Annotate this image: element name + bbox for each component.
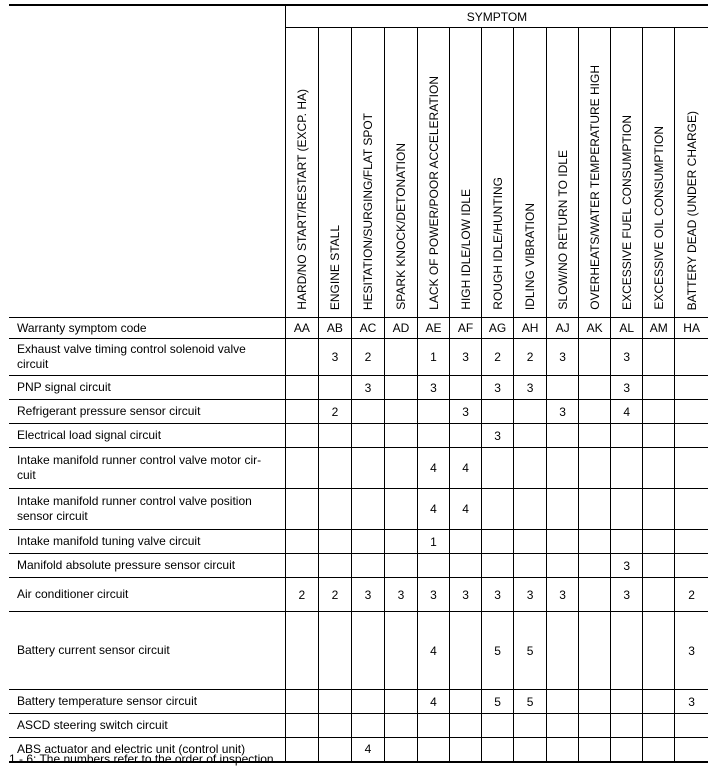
priority-cell <box>384 424 417 448</box>
priority-cell <box>579 489 611 530</box>
row-label: ABS actuator and electric unit (control unit) <box>9 738 285 762</box>
priority-cell <box>643 339 675 376</box>
priority-cell <box>418 714 450 738</box>
symptom-column-label: EXCESSIVE FUEL CONSUMPTION <box>619 115 634 310</box>
priority-cell <box>579 578 611 612</box>
priority-cell <box>675 554 708 578</box>
warranty-code-cell: AK <box>579 318 611 339</box>
priority-cell <box>611 424 643 448</box>
priority-cell <box>579 690 611 714</box>
row-label: Battery current sensor circuit <box>9 612 285 690</box>
priority-cell: 3 <box>611 339 643 376</box>
priority-cell <box>547 738 579 762</box>
symptom-column-header <box>450 28 482 318</box>
symptom-column-header <box>384 28 417 318</box>
symptom-column-label: BATTERY DEAD (UNDER CHARGE) <box>684 110 699 310</box>
priority-cell: 2 <box>514 339 547 376</box>
priority-cell: 3 <box>450 339 482 376</box>
priority-cell: 5 <box>482 690 514 714</box>
table-row <box>9 578 708 612</box>
priority-cell <box>351 554 384 578</box>
priority-cell <box>643 530 675 554</box>
priority-cell <box>384 489 417 530</box>
priority-cell <box>547 448 579 489</box>
symptom-table-container <box>9 4 708 763</box>
priority-cell: 4 <box>450 489 482 530</box>
priority-cell <box>611 530 643 554</box>
priority-cell <box>384 554 417 578</box>
symptom-table-body <box>9 318 708 762</box>
priority-cell <box>547 424 579 448</box>
priority-cell <box>450 612 482 690</box>
priority-cell: 1 <box>418 339 450 376</box>
priority-cell <box>611 612 643 690</box>
priority-cell: 3 <box>611 554 643 578</box>
priority-cell <box>675 424 708 448</box>
warranty-code-cell: AD <box>384 318 417 339</box>
priority-cell: 3 <box>318 339 351 376</box>
priority-cell <box>351 489 384 530</box>
priority-cell: 3 <box>547 578 579 612</box>
priority-cell <box>579 400 611 424</box>
priority-cell <box>418 554 450 578</box>
row-label: Manifold absolute pressure sensor circuit <box>9 554 285 578</box>
table-row <box>9 376 708 400</box>
priority-cell: 2 <box>318 578 351 612</box>
table-row <box>9 530 708 554</box>
row-label: Battery temperature sensor circuit <box>9 690 285 714</box>
warranty-code-cell: AA <box>285 318 318 339</box>
priority-cell <box>318 554 351 578</box>
priority-cell <box>351 714 384 738</box>
priority-cell <box>611 714 643 738</box>
row-label: Air conditioner circuit <box>9 578 285 612</box>
priority-cell: 4 <box>418 690 450 714</box>
priority-cell <box>579 424 611 448</box>
priority-cell <box>675 448 708 489</box>
priority-cell <box>643 554 675 578</box>
priority-cell: 2 <box>482 339 514 376</box>
priority-cell <box>418 738 450 762</box>
symptom-column-header <box>418 28 450 318</box>
priority-cell <box>675 738 708 762</box>
priority-cell <box>643 578 675 612</box>
priority-cell <box>611 489 643 530</box>
priority-cell <box>514 738 547 762</box>
priority-cell <box>514 424 547 448</box>
priority-cell: 3 <box>450 578 482 612</box>
row-label: Exhaust valve timing control solenoid valve circuit <box>9 339 285 376</box>
warranty-label: Warranty symptom code <box>9 318 285 339</box>
priority-cell <box>318 714 351 738</box>
symptom-column-header <box>351 28 384 318</box>
priority-cell <box>384 339 417 376</box>
priority-cell <box>579 376 611 400</box>
priority-cell <box>351 690 384 714</box>
warranty-code-cell: AF <box>450 318 482 339</box>
priority-cell: 4 <box>351 738 384 762</box>
symptom-column-label: OVERHEATS/WATER TEMPERATURE HIGH <box>587 65 602 310</box>
symptom-column-header <box>547 28 579 318</box>
priority-cell <box>384 376 417 400</box>
priority-cell <box>285 376 318 400</box>
priority-cell: 3 <box>482 578 514 612</box>
priority-cell <box>547 554 579 578</box>
priority-cell <box>450 530 482 554</box>
priority-cell <box>418 424 450 448</box>
priority-cell <box>547 376 579 400</box>
priority-cell <box>318 612 351 690</box>
table-row <box>9 714 708 738</box>
row-label: Electrical load signal circuit <box>9 424 285 448</box>
priority-cell <box>318 489 351 530</box>
priority-cell <box>384 738 417 762</box>
priority-cell <box>547 530 579 554</box>
corner-cell <box>9 5 285 318</box>
priority-cell: 5 <box>482 612 514 690</box>
priority-cell <box>318 738 351 762</box>
priority-cell <box>643 738 675 762</box>
priority-cell: 3 <box>675 612 708 690</box>
warranty-code-cell: AM <box>643 318 675 339</box>
warranty-code-cell: AB <box>318 318 351 339</box>
priority-cell <box>285 690 318 714</box>
table-row <box>9 339 708 376</box>
priority-cell <box>547 612 579 690</box>
priority-cell <box>285 424 318 448</box>
priority-cell <box>482 714 514 738</box>
row-label: Refrigerant pressure sensor circuit <box>9 400 285 424</box>
row-label: Intake manifold tuning valve circuit <box>9 530 285 554</box>
symptom-column-label: SPARK KNOCK/DETONATION <box>393 143 408 310</box>
priority-cell <box>514 448 547 489</box>
priority-cell <box>675 530 708 554</box>
symptom-column-label: HIGH IDLE/LOW IDLE <box>458 189 473 310</box>
priority-cell <box>482 554 514 578</box>
priority-cell: 4 <box>418 448 450 489</box>
priority-cell <box>514 400 547 424</box>
symptom-column-label: ROUGH IDLE/HUNTING <box>490 177 505 310</box>
warranty-code-cell: HA <box>675 318 708 339</box>
priority-cell <box>285 448 318 489</box>
priority-cell <box>579 738 611 762</box>
table-row <box>9 612 708 690</box>
priority-cell: 3 <box>611 578 643 612</box>
symptom-column-header <box>285 28 318 318</box>
priority-cell <box>418 400 450 424</box>
priority-cell: 4 <box>418 489 450 530</box>
priority-cell: 3 <box>418 376 450 400</box>
priority-cell <box>611 738 643 762</box>
priority-cell <box>579 714 611 738</box>
priority-cell: 3 <box>351 376 384 400</box>
symptom-column-label: ENGINE STALL <box>327 224 342 310</box>
priority-cell <box>482 400 514 424</box>
priority-cell: 3 <box>384 578 417 612</box>
priority-cell <box>643 400 675 424</box>
priority-cell <box>384 400 417 424</box>
priority-cell: 3 <box>675 690 708 714</box>
priority-cell <box>643 489 675 530</box>
priority-cell <box>318 424 351 448</box>
priority-cell <box>384 612 417 690</box>
priority-cell <box>285 738 318 762</box>
priority-cell <box>384 690 417 714</box>
priority-cell <box>482 738 514 762</box>
priority-cell <box>318 448 351 489</box>
priority-cell <box>547 690 579 714</box>
priority-cell <box>384 530 417 554</box>
priority-cell <box>450 714 482 738</box>
priority-cell <box>579 612 611 690</box>
warranty-code-cell: AH <box>514 318 547 339</box>
priority-cell: 5 <box>514 690 547 714</box>
table-row <box>9 400 708 424</box>
priority-cell <box>514 530 547 554</box>
priority-cell <box>285 489 318 530</box>
table-row <box>9 690 708 714</box>
symptom-column-label: HARD/NO START/RESTART (EXCP. HA) <box>294 89 309 310</box>
priority-cell <box>450 738 482 762</box>
priority-cell <box>351 448 384 489</box>
priority-cell: 5 <box>514 612 547 690</box>
priority-cell: 3 <box>351 578 384 612</box>
symptom-column-header <box>482 28 514 318</box>
priority-cell: 4 <box>418 612 450 690</box>
priority-cell <box>643 714 675 738</box>
warranty-code-cell: AE <box>418 318 450 339</box>
priority-cell <box>482 448 514 489</box>
priority-cell <box>450 424 482 448</box>
priority-cell <box>285 714 318 738</box>
symptom-title: SYMPTOM <box>285 5 708 28</box>
priority-cell <box>514 554 547 578</box>
priority-cell <box>285 339 318 376</box>
symptom-column-header <box>318 28 351 318</box>
priority-cell <box>579 554 611 578</box>
priority-cell <box>384 448 417 489</box>
symptom-column-header <box>643 28 675 318</box>
symptom-column-header <box>611 28 643 318</box>
priority-cell: 3 <box>418 578 450 612</box>
priority-cell: 3 <box>514 578 547 612</box>
priority-cell: 3 <box>547 400 579 424</box>
priority-cell: 1 <box>418 530 450 554</box>
priority-cell <box>643 424 675 448</box>
priority-cell <box>285 612 318 690</box>
symptom-column-label: IDLING VIBRATION <box>523 202 538 310</box>
warranty-code-cell: AJ <box>547 318 579 339</box>
footnote: 1 - 6: The numbers refer to the order of inspection. <box>9 752 277 766</box>
priority-cell <box>579 339 611 376</box>
row-label: PNP signal circuit <box>9 376 285 400</box>
row-label: ASCD steering switch circuit <box>9 714 285 738</box>
priority-cell <box>351 400 384 424</box>
priority-cell <box>351 530 384 554</box>
priority-cell <box>351 424 384 448</box>
symptom-matrix-table <box>9 4 708 763</box>
priority-cell <box>547 489 579 530</box>
warranty-code-row <box>9 318 708 339</box>
symptom-column-label: LACK OF POWER/POOR ACCELERATION <box>426 76 441 310</box>
priority-cell <box>514 714 547 738</box>
priority-cell <box>675 339 708 376</box>
priority-cell <box>579 448 611 489</box>
table-row <box>9 448 708 489</box>
priority-cell <box>675 714 708 738</box>
table-row <box>9 554 708 578</box>
table-row <box>9 489 708 530</box>
priority-cell: 3 <box>450 400 482 424</box>
warranty-code-cell: AL <box>611 318 643 339</box>
priority-cell <box>482 530 514 554</box>
priority-cell: 3 <box>514 376 547 400</box>
priority-cell <box>675 400 708 424</box>
symptom-column-header <box>579 28 611 318</box>
priority-cell <box>450 690 482 714</box>
priority-cell <box>675 376 708 400</box>
priority-cell <box>643 448 675 489</box>
priority-cell <box>285 400 318 424</box>
row-label: Intake manifold runner control valve motor cir-cuit <box>9 448 285 489</box>
priority-cell <box>318 530 351 554</box>
priority-cell: 2 <box>351 339 384 376</box>
priority-cell <box>579 530 611 554</box>
symptom-column-label: HESITATION/SURGING/FLAT SPOT <box>360 112 375 310</box>
priority-cell <box>547 714 579 738</box>
symptom-column-header <box>675 28 708 318</box>
warranty-code-cell: AC <box>351 318 384 339</box>
priority-cell: 3 <box>482 424 514 448</box>
priority-cell <box>351 612 384 690</box>
priority-cell <box>318 376 351 400</box>
priority-cell <box>450 376 482 400</box>
priority-cell <box>285 530 318 554</box>
priority-cell <box>285 554 318 578</box>
priority-cell: 2 <box>285 578 318 612</box>
priority-cell: 3 <box>611 376 643 400</box>
priority-cell: 3 <box>482 376 514 400</box>
warranty-code-cell: AG <box>482 318 514 339</box>
priority-cell: 2 <box>675 578 708 612</box>
priority-cell <box>384 714 417 738</box>
priority-cell: 4 <box>450 448 482 489</box>
priority-cell <box>643 690 675 714</box>
priority-cell <box>514 489 547 530</box>
priority-cell <box>643 612 675 690</box>
priority-cell: 4 <box>611 400 643 424</box>
priority-cell <box>675 489 708 530</box>
priority-cell <box>611 448 643 489</box>
priority-cell: 3 <box>547 339 579 376</box>
symptom-column-label: EXCESSIVE OIL CONSUMPTION <box>651 126 666 310</box>
priority-cell <box>482 489 514 530</box>
symptom-column-label: SLOW/NO RETURN TO IDLE <box>555 150 570 310</box>
priority-cell <box>611 690 643 714</box>
priority-cell: 2 <box>318 400 351 424</box>
priority-cell <box>318 690 351 714</box>
priority-cell <box>450 554 482 578</box>
row-label: Intake manifold runner control valve position sensor circuit <box>9 489 285 530</box>
table-row <box>9 424 708 448</box>
priority-cell <box>643 376 675 400</box>
symptom-column-header <box>514 28 547 318</box>
